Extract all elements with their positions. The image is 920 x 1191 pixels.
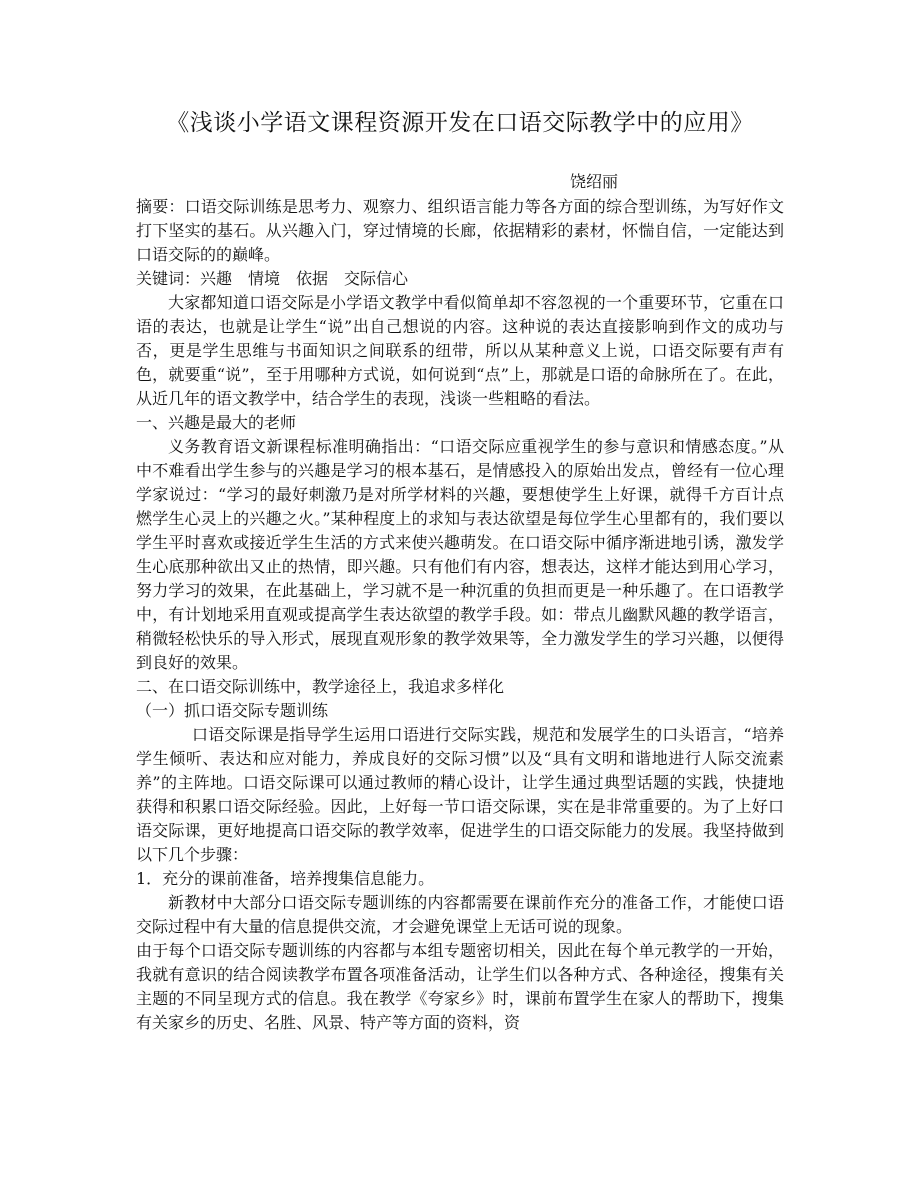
section-paragraph-interest: 义务教育语文新课程标准明确指出：“口语交际应重视学生的参与意识和情感态度。”从中不难看出学生参与的兴趣是学习的根本基石，是情感投入的原始出发点，曾经有一位心理学家说过：“学习的最好刺激乃是对所学材料的兴趣，要想使学生上好课，就得千方百计点燃学生心灵上的兴趣之火。”某种程度上的求知与表达欲望是每位学生心里都有的，我们要以学生平时喜欢或接近学生生活的方式来使兴趣萌发。在口语交际中循序渐进地引诱，激发学生心底那种欲出又止的热情，即兴趣。只有他们有内容，想表达，这样才能达到用心学习，努力学习的效果，在此基础上，学习就不是一种沉重的负担而更是一种乐趣了。在口语教学中，有计划地采用直观或提高学生表达欲望的教学手段。如：带点儿幽默风趣的教学语言，稍微轻松快乐的导入形式，展现直观形象的教学效果等，全力激发学生的学习兴趣，以便得到良好的效果。 bbox=[136, 437, 784, 672]
document-title: 《浅谈小学语文课程资源开发在口语交际教学中的应用》 bbox=[166, 110, 754, 136]
section-heading-diversified: 二、在口语交际训练中，教学途径上，我追求多样化 bbox=[136, 677, 505, 696]
subsection-paragraph-topic-training: 口语交际课是指导学生运用口语进行交际实践，规范和发展学生的口头语言，“培养学生倾听、表达和应对能力，养成良好的交际习惯”以及“具有文明和谐地进行人际交流素养”的主阵地。口语交际课可以通过教师的精心设计，让学生通过典型话题的实践，快捷地获得和积累口语交际经验。因此，上好每一节口语交际课，实在是非常重要的。为了上好口语交际课，更好地提高口语交际的教学效率，促进学生的口语交际能力的发展。我坚持做到以下几个步骤： bbox=[136, 725, 784, 864]
step-heading-preparation: 1．充分的课前准备，培养搜集信息能力。 bbox=[136, 869, 435, 888]
section-heading-interest: 一、兴趣是最大的老师 bbox=[136, 413, 297, 432]
step-paragraph-preparation-2: 由于每个口语交际专题训练的内容都与本组专题密切相关，因此在每个单元教学的一开始，我就有意识的结合阅读教学布置各项准备活动，让学生们以各种方式、各种途径，搜集有关主题的不同呈现方式的信息。我在教学《夸家乡》时，课前布置学生在家人的帮助下，搜集有关家乡的历史、名胜、风景、特产等方面的资料，资 bbox=[136, 941, 784, 1032]
subsection-heading-topic-training: （一）抓口语交际专题训练 bbox=[136, 701, 329, 720]
keywords-line: 关键词：兴趣 情境 依据 交际信心 bbox=[136, 269, 409, 288]
step-paragraph-preparation-1: 新教材中大部分口语交际专题训练的内容都需要在课前作充分的准备工作，才能使口语交际过程中有大量的信息提供交流，才会避免课堂上无话可说的现象。 bbox=[136, 893, 784, 936]
intro-paragraph: 大家都知道口语交际是小学语文教学中看似简单却不容忽视的一个重要环节，它重在口语的表达，也就是让学生“说”出自己想说的内容。这种说的表达直接影响到作文的成功与否，更是学生思维与书面知识之间联系的纽带，所以从某种意义上说，口语交际要有声有色，就要重“说”，至于用哪种方式说，如何说到“点”上，那就是口语的命脉所在了。在此，从近几年的语文教学中，结合学生的表现，浅谈一些粗略的看法。 bbox=[136, 293, 784, 408]
abstract-paragraph: 摘要：口语交际训练是思考力、观察力、组织语言能力等各方面的综合型训练，为写好作文打下坚实的基石。从兴趣入门，穿过情境的长廊，依据精彩的素材，怀惴自信，一定能达到口语交际的的巅峰。 bbox=[136, 197, 784, 264]
document-body bbox=[136, 195, 784, 1035]
author-name: 饶绍丽 bbox=[570, 172, 619, 191]
